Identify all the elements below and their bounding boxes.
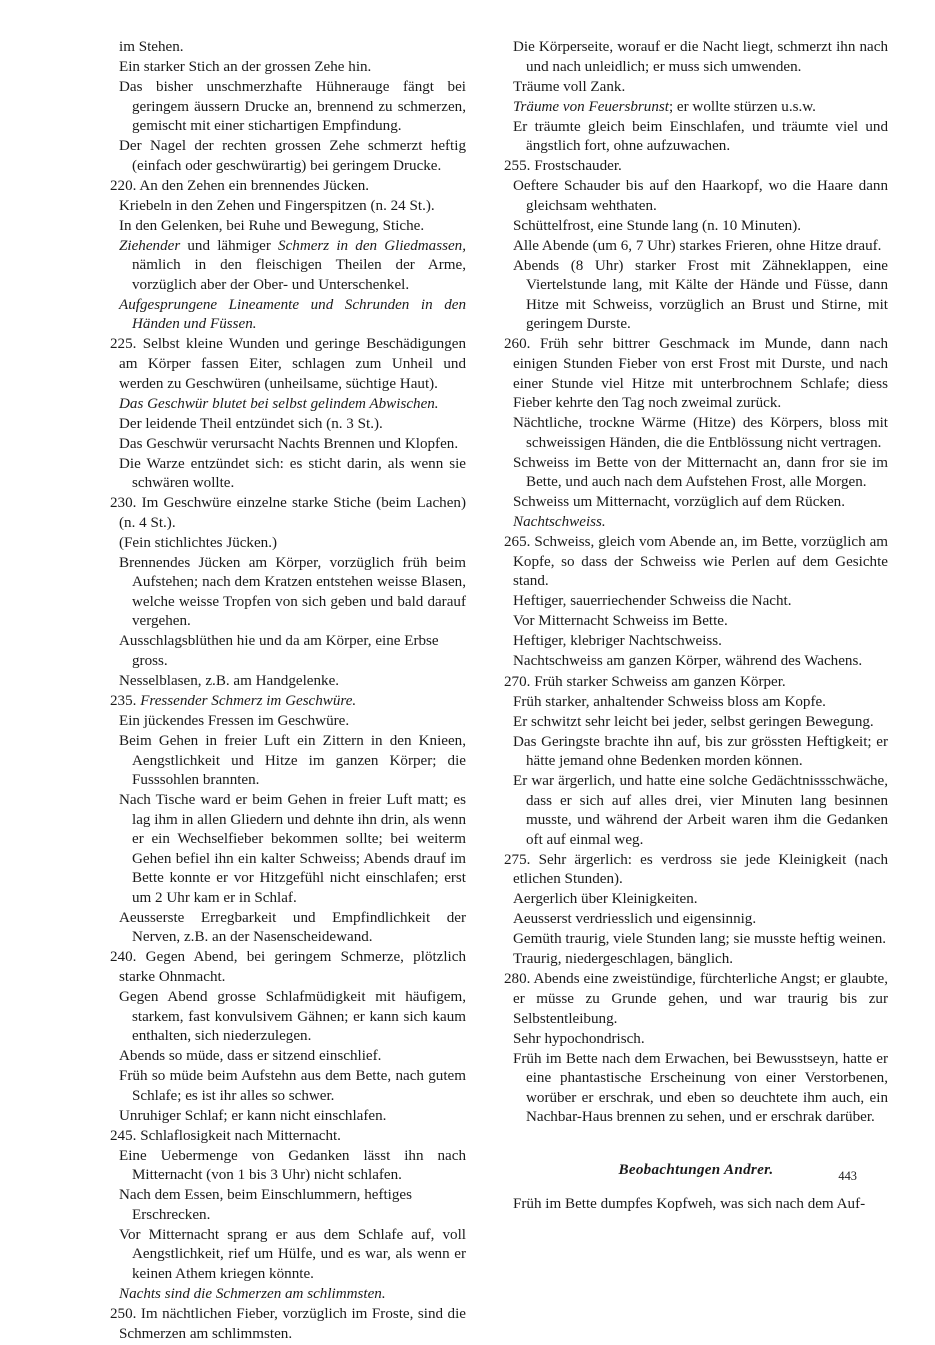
entry-text-italic: Das Geschwür blutet bei selbst gelindem Abwischen. xyxy=(119,395,439,412)
entry-text-italic: Träume von Feuersbrunst xyxy=(513,98,669,115)
symptom-entry xyxy=(110,672,466,692)
entry-text: Traurig, niedergeschlagen, bänglich. xyxy=(513,951,734,968)
entry-text: Der Nagel der rechten grossen Zehe schmerzt heftig (einfach oder geschwürartig) bei geringem Drucke. xyxy=(119,138,466,174)
symptom-entry-numbered xyxy=(504,970,888,1029)
symptom-entry-numbered xyxy=(504,673,888,693)
symptom-entry xyxy=(504,910,888,930)
entry-text: Die Warze entzündet sich: es sticht darin, als wenn sie schwären wollte. xyxy=(119,455,466,492)
entry-text: Schweiss im Bette von der Mitternacht an, dann fror sie im Bette, und auch nach dem Aufstehen Frost, alle Morgen. xyxy=(513,454,888,491)
entry-number: 255. xyxy=(504,158,535,175)
symptom-entry xyxy=(504,1195,888,1215)
symptom-entry xyxy=(504,1030,888,1050)
symptom-entry-numbered xyxy=(110,177,466,197)
entry-text: Eine Uebermenge von Gedanken lässt ihn nach Mitternacht (von 1 bis 3 Uhr) nicht schlafen. xyxy=(119,1147,466,1184)
entry-text: Früh im Bette nach dem Erwachen, bei Bewusstseyn, hatte er eine phantastische Erscheinung von einer Verstorbenen, worüber er erschrak, und eben so deuchtete ihm auch, ein Nachbar-Haus brennen zu sehen, und er erschrak darüber. xyxy=(513,1050,888,1126)
entry-text: Im Geschwüre einzelne starke Stiche (beim Lachen) (n. 4 St.). xyxy=(119,495,466,531)
symptom-entry xyxy=(504,217,888,237)
entry-text: Früh im Bette dumpfes Kopfweh, was sich nach dem Auf- xyxy=(513,1195,866,1212)
entry-text-italic: Aufgesprungene Lineamente und Schrunden in den Händen und Füssen. xyxy=(119,296,466,333)
entry-text-italic: Ziehender xyxy=(119,237,181,254)
symptom-entry xyxy=(110,197,466,217)
symptom-entry xyxy=(110,1285,466,1305)
entry-text: Unruhiger Schlaf; er kann nicht einschlafen. xyxy=(119,1107,387,1124)
symptom-entry xyxy=(110,1186,466,1225)
entry-text: Nachtschweiss am ganzen Körper, während des Wachens. xyxy=(513,653,863,670)
symptom-entry xyxy=(110,58,466,78)
symptom-entry xyxy=(504,118,888,157)
symptom-entry xyxy=(504,592,888,612)
symptom-entry-numbered xyxy=(110,692,466,712)
symptom-entry-numbered xyxy=(110,1305,466,1344)
entry-number: 260. xyxy=(504,336,540,353)
symptom-entry xyxy=(504,454,888,493)
entry-text: Brennendes Jücken am Körper, vorzüglich früh beim Aufstehen; nach dem Kratzen entstehen weisse Blasen, welche weisse Tropfen von sich geben und bald darauf vergehen. xyxy=(119,554,466,630)
symptom-entry xyxy=(110,395,466,415)
entry-number: 265. xyxy=(504,534,535,551)
symptom-entry xyxy=(110,237,466,296)
symptom-entry xyxy=(110,1047,466,1067)
entry-text: Sehr hypochondrisch. xyxy=(513,1030,645,1047)
symptom-entry xyxy=(110,38,466,58)
entry-text: Die Körperseite, worauf er die Nacht liegt, schmerzt ihn nach und nach unleidlich; er muss sich umwenden. xyxy=(513,39,888,75)
symptom-entry xyxy=(504,930,888,950)
entry-text: Das Geschwür verursacht Nachts Brennen und Klopfen. xyxy=(119,435,459,452)
two-column-layout xyxy=(110,38,889,1345)
entry-text: Träume voll Zank. xyxy=(513,78,626,95)
entry-text: Gegen Abend, bei geringem Schmerze, plötzlich starke Ohnmacht. xyxy=(119,949,467,985)
entry-text: Beim Gehen in freier Luft ein Zittern in den Knieen, Aengstlichkeit und Hitze im ganzen Körper; die Fusssohlen brannten. xyxy=(119,733,466,789)
entry-text: Nach dem Essen, beim Einschlummern, heftiges Erschrecken. xyxy=(119,1187,412,1223)
entry-text: Alle Abende (um 6, 7 Uhr) starkes Frieren, ohne Hitze drauf. xyxy=(513,237,882,254)
entry-text: Frostschauder. xyxy=(534,158,622,175)
entry-text: (Fein stichlichtes Jücken.) xyxy=(119,534,278,551)
symptom-entry-numbered xyxy=(110,494,466,533)
entry-text-italic: Nachts sind die Schmerzen am schlimmsten. xyxy=(119,1285,386,1302)
entry-text: Sehr ärgerlich: es verdross sie jede Kleinigkeit (nach etlichen Stunden). xyxy=(513,851,888,888)
symptom-entry xyxy=(504,632,888,652)
entry-text: Früh starker Schweiss am ganzen Körper. xyxy=(534,673,786,690)
left-text-column xyxy=(110,38,466,1345)
entry-text: In den Gelenken, bei Ruhe und Bewegung, Stiche. xyxy=(119,217,425,234)
symptom-entry xyxy=(110,1147,466,1186)
entry-text: Früh sehr bittrer Geschmack im Munde, dann nach einigen Stunden Fieber von erst Frost mit Durste, und nach einer Stunde viel Hitze mit unterbrochnem Schlafe; diess Fieber kehrte den Tag noch zweimal zurück. xyxy=(513,336,889,412)
entry-text: Aeusserst verdriesslich und eigensinnig. xyxy=(513,911,757,928)
entry-text: Im nächtlichen Fieber, vorzüglich im Froste, sind die Schmerzen am schlimmsten. xyxy=(119,1306,466,1342)
symptom-entry xyxy=(110,296,466,335)
symptom-entry xyxy=(110,435,466,455)
entry-text: im Stehen. xyxy=(119,39,184,55)
entry-text: Abends eine zweistündige, fürchterliche Angst; er glaubte, er müsse zu Grunde gehen, und war traurig bis zur Selbstentleibung. xyxy=(513,971,888,1027)
entry-text: Ausschlagsblüthen hie und da am Körper, eine Erbse gross. xyxy=(119,633,439,669)
entry-text: Abends so müde, dass er sitzend einschlief. xyxy=(119,1048,382,1065)
entry-text: Das Geringste brachte ihn auf, bis zur grössten Heftigkeit; er hätte jemand ohne Bedenken morden können. xyxy=(513,733,888,770)
symptom-entry xyxy=(110,415,466,435)
entry-number: 240. xyxy=(110,949,146,966)
symptom-entry xyxy=(504,890,888,910)
entry-number: 245. xyxy=(110,1127,141,1144)
entry-text: Ein starker Stich an der grossen Zehe hin. xyxy=(119,59,372,76)
symptom-entry xyxy=(504,513,888,533)
symptom-entry xyxy=(110,1226,466,1285)
right-entries-top xyxy=(504,38,888,1128)
symptom-entry xyxy=(110,217,466,237)
entry-text: Heftiger, sauerriechender Schweiss die Nacht. xyxy=(513,593,792,610)
symptom-entry xyxy=(504,38,888,77)
entry-text-italic: Fressender Schmerz im Geschwüre. xyxy=(140,693,357,710)
page-number: 443 xyxy=(838,1169,857,1183)
entry-number: 270. xyxy=(504,673,535,690)
entry-text: Nächtliche, trockne Wärme (Hitze) des Körpers, bloss mit schweissigen Händen, die die Entblössung nicht vertragen. xyxy=(513,415,888,451)
symptom-entry xyxy=(504,237,888,257)
entry-number: 250. xyxy=(110,1306,141,1322)
symptom-entry xyxy=(504,177,888,216)
symptom-entry xyxy=(110,1067,466,1106)
symptom-entry xyxy=(504,713,888,733)
symptom-entry xyxy=(110,78,466,137)
entry-text: Früh so müde beim Aufstehn aus dem Bette, nach gutem Schlafe; es ist ihr alles so schwer. xyxy=(119,1068,466,1104)
symptom-entry-numbered xyxy=(110,335,466,394)
symptom-entry-numbered xyxy=(504,533,888,592)
symptom-entry xyxy=(504,98,888,118)
right-entries-after-heading xyxy=(504,1195,888,1215)
entry-text: Selbst kleine Wunden und geringe Beschädigungen am Körper fassen Eiter, schlagen zum Unheil und werden zu Geschwüren (unheilsame, süchtige Haut). xyxy=(119,336,466,392)
entry-text: Nesselblasen, z.B. am Handgelenke. xyxy=(119,673,340,689)
symptom-entry xyxy=(110,137,466,176)
entry-number: 280. xyxy=(504,971,534,988)
entry-text: nämlich in den fleischigen Theilen der Arme, vorzüglich aber der Ober- und Unterschenkel. xyxy=(132,257,466,293)
entry-number: 275. xyxy=(504,851,539,868)
entry-text: Oeftere Schauder bis auf den Haarkopf, wo die Haare dann gleichsam wehthaten. xyxy=(513,178,888,214)
symptom-entry-numbered xyxy=(504,157,888,177)
entry-text-italic: Nachtschweiss. xyxy=(513,514,606,531)
entry-text: Das bisher unschmerzhafte Hühnerauge fängt bei geringem äussern Drucke an, brennend zu schmerzen, gemischt mit einer stichartigen Empfindung. xyxy=(119,79,466,135)
entry-text: Aergerlich über Kleinigkeiten. xyxy=(513,891,698,908)
symptom-entry xyxy=(110,534,466,554)
symptom-entry xyxy=(504,257,888,335)
symptom-entry xyxy=(504,493,888,513)
entry-text: Nach Tische ward er beim Gehen in freier Luft matt; es lag ihm in allen Gliedern und dehnte ihn drin, als wenn er ein Wechselfieber bekommen sollte; bei weiterm Gehen befiel ihn ein kalter Schweiss; Abends drauf im Bette konnte er vor Hitzgefühl nicht einschlafen; erst um 2 Uhr kam er in Schlaf. xyxy=(119,792,466,906)
symptom-entry xyxy=(504,78,888,98)
entry-text: Schüttelfrost, eine Stunde lang (n. 10 Minuten). xyxy=(513,217,801,234)
symptom-entry xyxy=(110,712,466,732)
entry-text: Kriebeln in den Zehen und Fingerspitzen (n. 24 St.). xyxy=(119,197,435,214)
entry-text: An den Zehen ein brennendes Jücken. xyxy=(139,177,370,194)
entry-text: ; er wollte stürzen u.s.w. xyxy=(668,98,816,115)
symptom-entry xyxy=(110,909,466,948)
entry-text: Vor Mitternacht sprang er aus dem Schlafe auf, voll Aengstlichkeit, rief um Hülfe, und es war, als wenn er keinen Athem kriegen könnte. xyxy=(119,1226,466,1282)
entry-number: 230. xyxy=(110,495,142,512)
symptom-entry-numbered xyxy=(504,851,888,890)
entry-text: Früh starker, anhaltender Schweiss bloss am Kopfe. xyxy=(513,693,826,710)
entry-text: Aeusserste Erregbarkeit und Empfindlichkeit der Nerven, z.B. an der Nasenscheidewand. xyxy=(119,909,466,946)
entry-text: Der leidende Theil entzündet sich (n. 3 St.). xyxy=(119,415,383,432)
entry-text: Abends (8 Uhr) starker Frost mit Zähneklappen, eine Viertelstunde lang, mit Kälte der Hände und Füsse, dann Hitze mit Schweiss, vorzüglich an Brust und Stirne, mit geringem Durste. xyxy=(513,257,888,333)
symptom-entry-numbered xyxy=(110,948,466,987)
symptom-entry xyxy=(110,1107,466,1127)
entry-number: 220. xyxy=(110,177,140,194)
symptom-entry xyxy=(110,554,466,632)
entry-text: Gemüth traurig, viele Stunden lang; sie musste heftig weinen. xyxy=(513,931,887,948)
symptom-entry-numbered xyxy=(110,1127,466,1147)
entry-text: und lähmiger xyxy=(180,237,279,254)
entry-text-italic: Schmerz in den Gliedmassen, xyxy=(278,237,466,254)
symptom-entry xyxy=(110,988,466,1047)
entry-number: 235. xyxy=(110,693,141,710)
symptom-entry xyxy=(504,733,888,772)
symptom-entry xyxy=(504,693,888,713)
entry-text: Vor Mitternacht Schweiss im Bette. xyxy=(513,613,728,630)
entry-text: Schweiss, gleich vom Abende an, im Bette, vorzüglich am Kopfe, so dass der Schweiss wie Perlen auf dem Gesichte stand. xyxy=(513,534,889,590)
entry-text: Gegen Abend grosse Schlafmüdigkeit mit häufigem, starkem, fast konvulsivem Gähnen; er kann sich kaum enthalten, sich niederzulegen. xyxy=(119,989,466,1045)
symptom-entry xyxy=(504,772,888,850)
symptom-entry-numbered xyxy=(504,335,888,413)
entry-text: Ein jückendes Fressen im Geschwüre. xyxy=(119,713,350,730)
entry-text: Er träumte gleich beim Einschlafen, und träumte viel und ängstlich fort, ohne aufzuwachen. xyxy=(513,118,888,155)
right-text-column xyxy=(504,38,888,1215)
entry-number: 225. xyxy=(110,336,143,353)
symptom-entry xyxy=(504,1050,888,1128)
entry-text: Schweiss um Mitternacht, vorzüglich auf dem Rücken. xyxy=(513,494,845,511)
symptom-entry xyxy=(110,632,466,671)
symptom-entry xyxy=(504,950,888,970)
entry-text: Er schwitzt sehr leicht bei jeder, selbst geringen Bewegung. xyxy=(513,713,874,730)
symptom-entry xyxy=(504,414,888,453)
symptom-entry xyxy=(110,791,466,908)
section-heading: Beobachtungen Andrer. xyxy=(618,1161,774,1178)
symptom-entry xyxy=(110,732,466,791)
entry-text: Er war ärgerlich, und hatte eine solche Gedächtnissschwäche, dass er sich auf alles drei, vier Minuten lang besinnen musste, und während der Arbeit waren ihm die Gedanken oft auf einmal weg. xyxy=(513,773,888,848)
symptom-entry xyxy=(110,455,466,494)
symptom-entry xyxy=(504,652,888,672)
entry-text: Schlaflosigkeit nach Mitternacht. xyxy=(140,1127,341,1144)
symptom-entry xyxy=(504,612,888,632)
entry-text: Heftiger, klebriger Nachtschweiss. xyxy=(513,633,722,650)
